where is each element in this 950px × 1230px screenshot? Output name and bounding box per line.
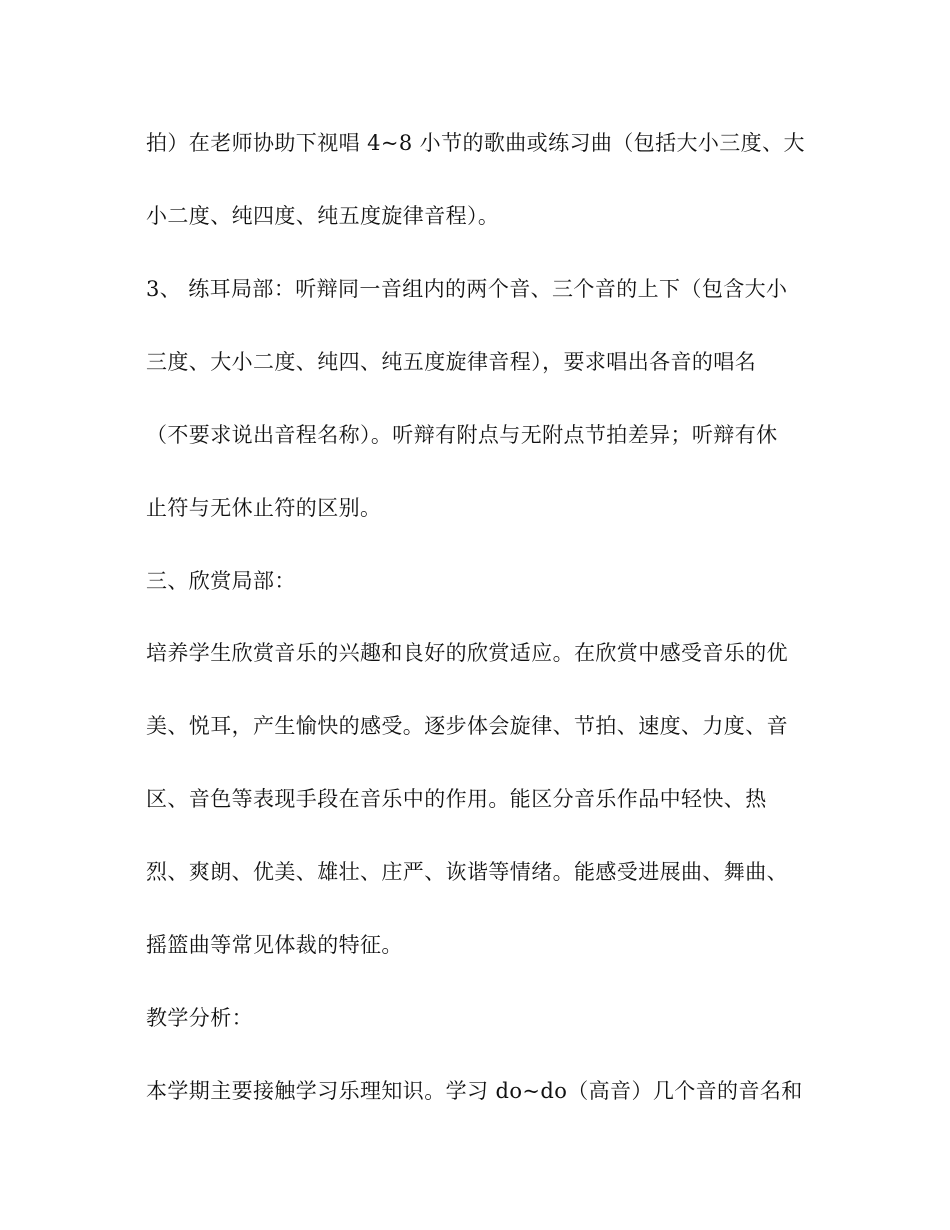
section-heading-teaching-analysis: 教学分析： <box>146 1006 253 1030</box>
text-line-11: 烈、爽朗、优美、雄壮、庄严、诙谐等情绪。能感受进展曲、舞曲、 <box>146 860 788 884</box>
text-line-1: 拍）在老师协助下视唱 4~8 小节的歌曲或练习曲（包括大小三度、大 <box>146 131 805 155</box>
text-line-8: 培养学生欣赏音乐的兴趣和良好的欣赏适应。在欣赏中感受音乐的优 <box>146 641 788 665</box>
text-line-6: 止符与无休止符的区别。 <box>146 496 382 520</box>
text-line-10: 区、音色等表现手段在音乐中的作用。能区分音乐作品中轻快、热 <box>146 787 767 811</box>
text-line-3: 3、 练耳局部：听辩同一音组内的两个音、三个音的上下（包含大小 <box>146 277 788 301</box>
text-line-5: （不要求说出音程名称）。听辩有附点与无附点节拍差异；听辩有休 <box>146 423 778 447</box>
section-heading-appreciation: 三、欣赏局部： <box>146 569 296 593</box>
text-line-9: 美、悦耳，产生愉快的感受。逐步体会旋律、节拍、速度、力度、音 <box>146 714 788 738</box>
text-line-2: 小二度、纯四度、纯五度旋律音程）。 <box>146 204 500 228</box>
text-line-4: 三度、大小二度、纯四、纯五度旋律音程），要求唱出各音的唱名 <box>146 350 757 374</box>
text-line-12: 摇篮曲等常见体裁的特征。 <box>146 933 403 957</box>
text-line-14: 本学期主要接触学习乐理知识。学习 do~do（高音）几个音的音名和 <box>146 1079 803 1103</box>
